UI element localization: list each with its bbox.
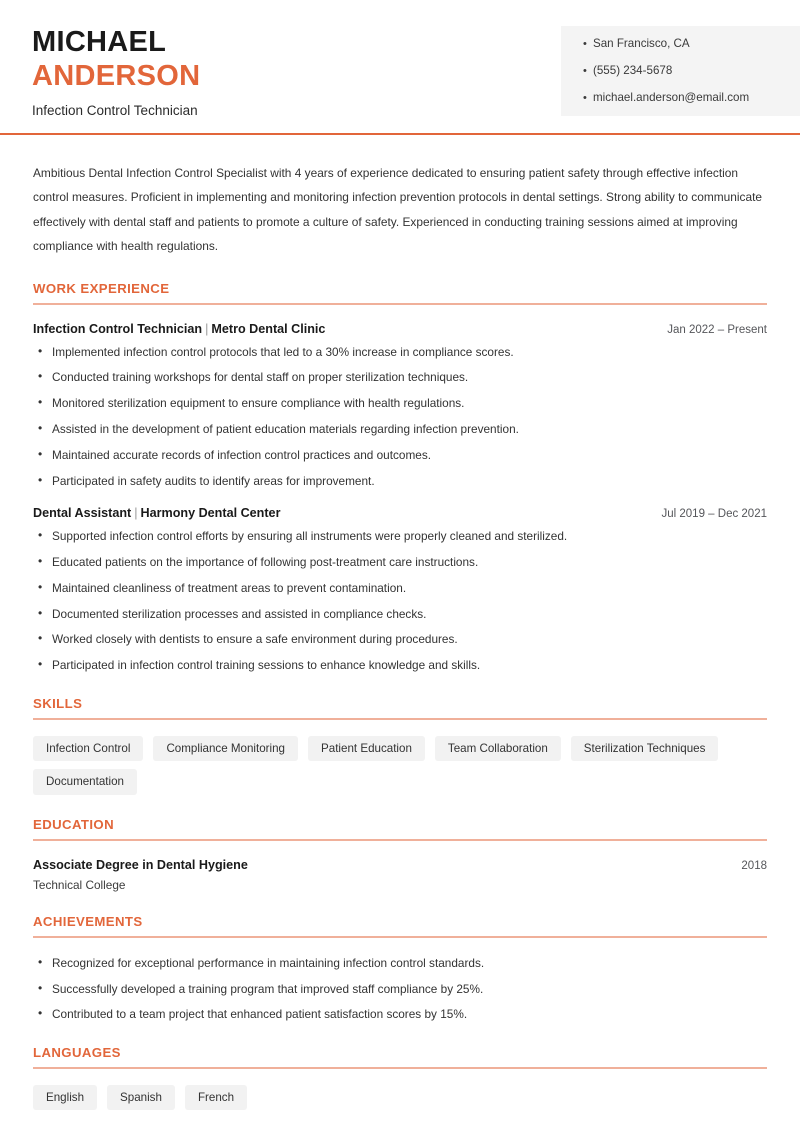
section-underline xyxy=(33,839,767,841)
list-item: • Contributed to a team project that enhanced patient satisfaction scores by 15%. xyxy=(33,1007,767,1022)
professional-summary: Ambitious Dental Infection Control Specialist with 4 years of experience dedicated to ensuring patient safety through effective infection control measures. Proficient in implementing and monitoring infection prevention protocols in dental settings. Strong ability to communicate effectively with dental staff and patients to promote a culture of safety. Experienced in conducting training sessions aimed at improving compliance with health regulations. xyxy=(33,166,763,254)
contact-item-location xyxy=(583,38,800,50)
list-item: • Successfully developed a training program that improved staff compliance by 25%. xyxy=(33,982,767,997)
education-year: 2018 xyxy=(741,859,767,872)
last-name: ANDERSON xyxy=(32,59,201,92)
work-entry-header xyxy=(33,506,767,520)
contact-email-text: michael.anderson@email.com xyxy=(593,91,750,104)
list-item: • Educated patients on the importance of following post-treatment care instructions. xyxy=(33,555,767,570)
skill-chip: Infection Control xyxy=(33,736,143,762)
contact-item-phone xyxy=(583,65,800,77)
education-entry-header xyxy=(33,858,767,872)
language-chip: French xyxy=(185,1085,247,1111)
work-entry-header xyxy=(33,322,767,336)
title-separator: | xyxy=(134,506,138,521)
skill-chip: Patient Education xyxy=(308,736,425,762)
list-item: • Participated in infection control training sessions to enhance knowledge and skills. xyxy=(33,658,767,673)
list-item: • Maintained cleanliness of treatment areas to prevent contamination. xyxy=(33,581,767,596)
section-work-experience xyxy=(33,281,767,674)
first-name: MICHAEL xyxy=(32,26,167,58)
work-entry xyxy=(33,506,767,673)
work-bullet-list xyxy=(33,529,767,673)
section-underline xyxy=(33,936,767,938)
language-chip: Spanish xyxy=(107,1085,175,1111)
education-degree: Associate Degree in Dental Hygiene xyxy=(33,857,248,872)
list-item: • Conducted training workshops for dental staff on proper sterilization techniques. xyxy=(33,370,767,385)
achievements-bullet-list xyxy=(33,956,767,1023)
resume-body xyxy=(0,161,800,1110)
section-title-languages: LANGUAGES xyxy=(33,1044,121,1060)
section-title-work: WORK EXPERIENCE xyxy=(33,280,170,296)
list-item: • Recognized for exceptional performance in maintaining infection control standards. xyxy=(33,956,767,971)
work-role: Infection Control Technician xyxy=(33,321,203,336)
bullet-icon: • xyxy=(583,65,587,77)
skill-chip: Sterilization Techniques xyxy=(571,736,719,762)
bullet-icon: • xyxy=(583,92,587,104)
list-item: • Worked closely with dentists to ensure a safe environment during procedures. xyxy=(33,632,767,647)
bullet-icon: • xyxy=(583,38,587,50)
education-entry xyxy=(33,858,767,892)
work-company: Metro Dental Clinic xyxy=(211,321,326,336)
list-item: • Participated in safety audits to identify areas for improvement. xyxy=(33,474,767,489)
skill-chip: Documentation xyxy=(33,769,137,795)
list-item: • Documented sterilization processes and assisted in compliance checks. xyxy=(33,607,767,622)
section-skills xyxy=(33,696,767,795)
work-entry xyxy=(33,322,767,489)
skill-chip: Compliance Monitoring xyxy=(153,736,298,762)
languages-chip-list xyxy=(33,1085,767,1111)
work-role: Dental Assistant xyxy=(33,506,132,521)
list-item: • Implemented infection control protocols that led to a 30% increase in compliance scores. xyxy=(33,345,767,360)
section-underline xyxy=(33,303,767,305)
list-item: • Supported infection control efforts by ensuring all instruments were properly cleaned and sterilized. xyxy=(33,529,767,544)
work-bullet-list xyxy=(33,345,767,489)
language-chip: English xyxy=(33,1085,97,1111)
contact-item-email xyxy=(583,92,800,104)
work-date-range: Jan 2022 – Present xyxy=(667,323,767,336)
name-block xyxy=(32,26,200,118)
section-underline xyxy=(33,1067,767,1069)
skill-chip: Team Collaboration xyxy=(435,736,561,762)
contact-phone-text: (555) 234-5678 xyxy=(593,64,673,77)
contact-location-text: San Francisco, CA xyxy=(593,37,690,50)
section-languages xyxy=(33,1045,767,1111)
education-school: Technical College xyxy=(33,877,126,892)
work-entry-title xyxy=(33,322,325,336)
header-divider xyxy=(0,133,800,135)
contact-info-box xyxy=(561,26,800,116)
section-title-education: EDUCATION xyxy=(33,816,115,832)
title-separator: | xyxy=(205,321,209,336)
section-title-achievements: ACHIEVEMENTS xyxy=(33,913,143,929)
list-item: • Monitored sterilization equipment to ensure compliance with health regulations. xyxy=(33,396,767,411)
section-title-skills: SKILLS xyxy=(33,695,83,711)
list-item: • Assisted in the development of patient education materials regarding infection prevention. xyxy=(33,422,767,437)
work-company: Harmony Dental Center xyxy=(140,506,281,521)
headline-job-title: Infection Control Technician xyxy=(32,102,198,118)
work-date-range: Jul 2019 – Dec 2021 xyxy=(661,508,767,521)
resume-header xyxy=(0,0,800,135)
section-achievements xyxy=(33,914,767,1023)
list-item: • Maintained accurate records of infection control practices and outcomes. xyxy=(33,448,767,463)
skills-chip-list xyxy=(33,736,767,795)
section-education xyxy=(33,817,767,892)
work-entry-title xyxy=(33,506,280,520)
section-underline xyxy=(33,718,767,720)
